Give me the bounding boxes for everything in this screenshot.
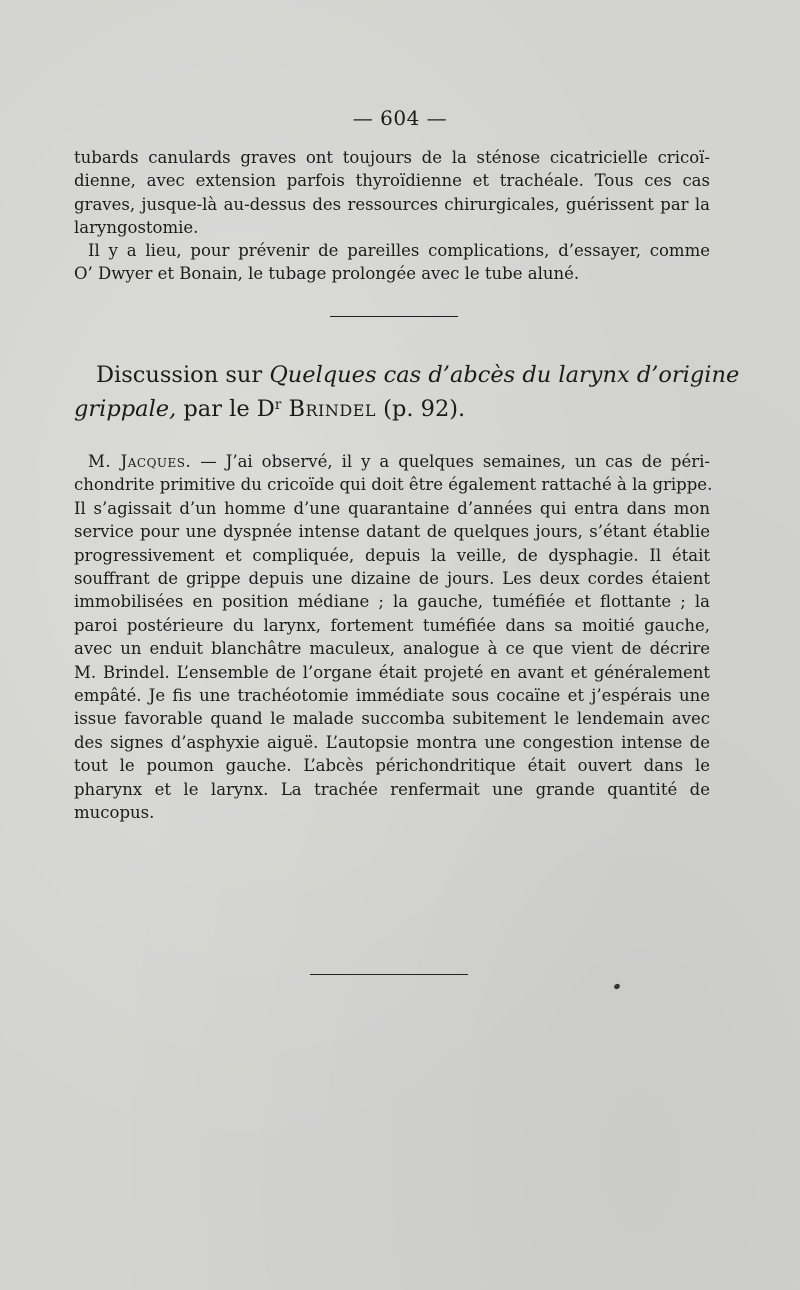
text-line: mucopus. (74, 803, 155, 823)
text-line: issue favorable quand le malade succomba subitement le lendemain avec (74, 709, 710, 729)
heading-line-1 (74, 360, 740, 390)
text-line: avec un enduit blanchâtre maculeux, analogue à ce que vient de décrire (74, 639, 710, 659)
heading-author: Brindel (288, 396, 377, 422)
text-line: chondrite primitive du cricoïde qui doit être également rattaché à la grippe. (74, 475, 713, 495)
page-number: — 604 — (352, 106, 448, 130)
heading-by: par le D (176, 396, 275, 422)
heading-title-part1: Quelques cas d’abcès du larynx d’origine (269, 362, 740, 388)
speaker-first-line: — J’ai observé, il y a quelques semaines, un cas de péri- (191, 452, 711, 471)
heading-prefix: Discussion sur (96, 362, 270, 388)
end-rule (310, 974, 468, 975)
second-paragraph (74, 239, 710, 286)
heading-title-part2: grippale, (74, 396, 177, 422)
speaker-name: M. Jacques. (88, 452, 192, 471)
text-line: souffrant de grippe depuis une dizaine de jours. Les deux cordes étaient (74, 569, 710, 589)
text-line: M. Brindel. L’ensemble de l’organe était projeté en avant et généralement (74, 662, 710, 682)
speaker-line (74, 450, 710, 473)
text-line: graves, jusque-là au-dessus des ressources chirurgicales, guérissent par la (74, 194, 710, 214)
text-line: tout le poumon gauche. L’abcès périchondritique était ouvert dans le (74, 756, 710, 776)
text-line: des signes d’asphyxie aiguë. L’autopsie montra une congestion intense de (74, 732, 710, 752)
text-line: empâté. Je fis une trachéotomie immédiate sous cocaïne et j’espérais une (74, 686, 710, 706)
discussion-body (74, 450, 713, 825)
text-line: service pour une dyspnée intense datant de quelques jours, s’étant établie (74, 522, 710, 542)
text-line: laryngostomie. (74, 218, 199, 238)
text-line: immobilisées en position médiane ; la gauche, tuméfiée et flottante ; la (74, 592, 710, 612)
heading-dr-sup: r (274, 397, 282, 413)
heading-ref: (p. 92). (376, 396, 466, 422)
text-line: tubards canulards graves ont toujours de la sténose cicatricielle cricoï- (74, 148, 710, 167)
top-paragraph (74, 146, 710, 240)
text-line: pharynx et le larynx. La trachée renfermait une grande quantité de (74, 779, 710, 799)
text-line: progressivement et compliquée, depuis la veille, de dysphagie. Il était (74, 545, 710, 565)
discussion-heading (74, 360, 740, 424)
ink-speck (613, 983, 621, 990)
text-line: Il y a lieu, pour prévenir de pareilles complications, d’essayer, comme (88, 241, 710, 260)
text-line: O’ Dwyer et Bonain, le tubage prolongée avec le tube aluné. (74, 264, 580, 284)
text-line: dienne, avec extension parfois thyroïdienne et trachéale. Tous ces cas (74, 171, 710, 191)
text-line: Il s’agissait d’un homme d’une quarantaine d’années qui entra dans mon (74, 498, 710, 518)
section-divider-rule (330, 316, 458, 317)
text-line: paroi postérieure du larynx, fortement tuméfiée dans sa moitié gauche, (74, 615, 710, 635)
heading-line-2 (74, 390, 714, 424)
